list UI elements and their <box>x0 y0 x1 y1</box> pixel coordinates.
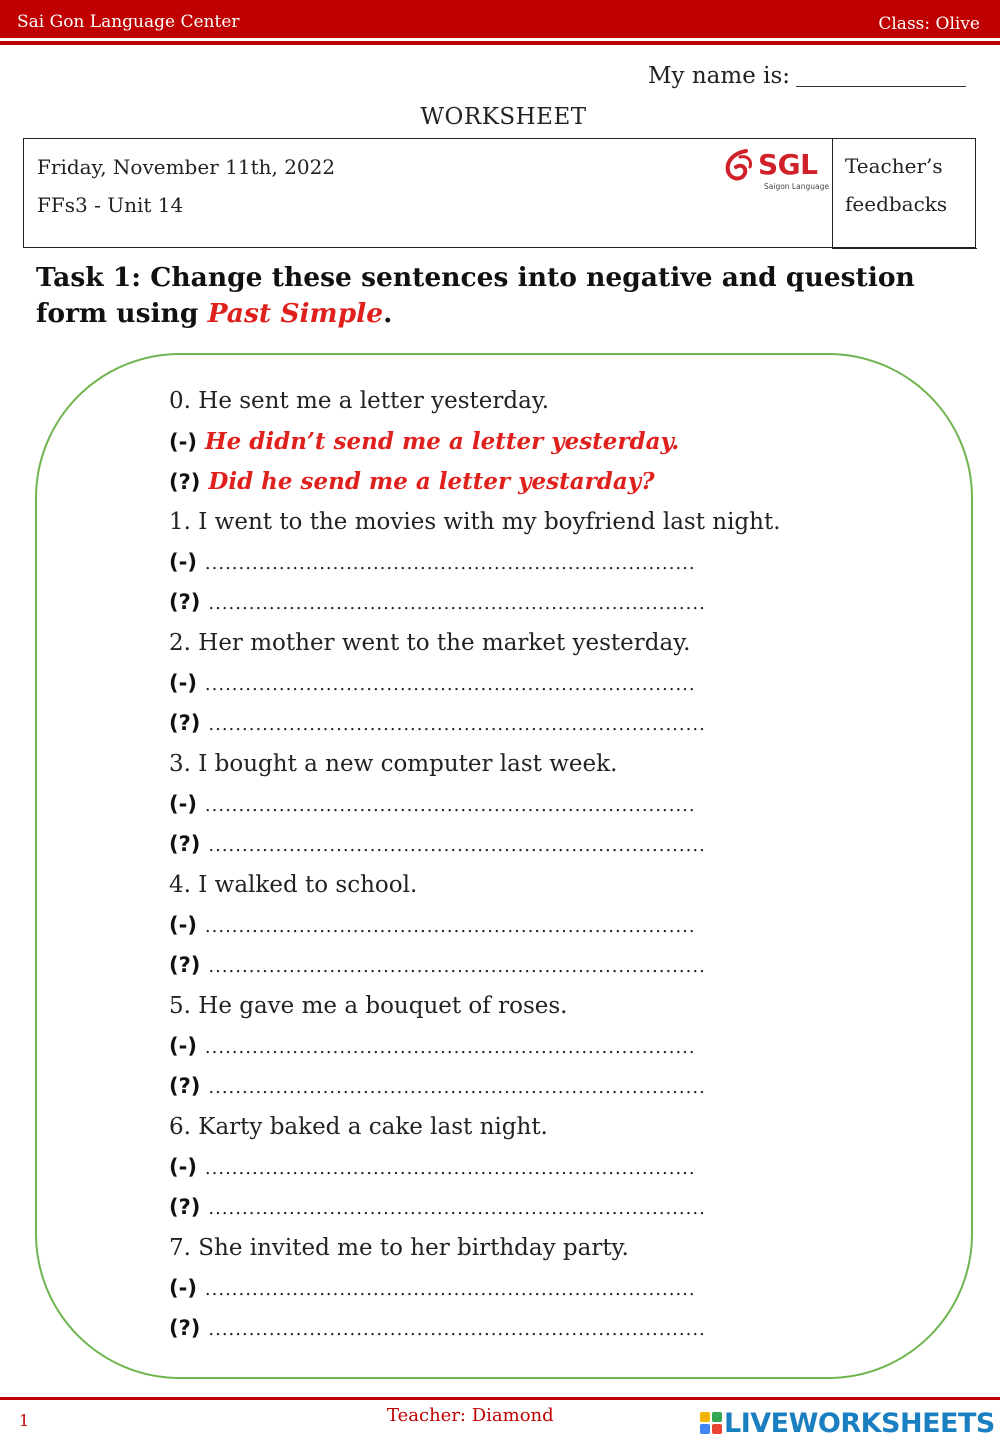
item-negative <box>169 791 696 817</box>
item-negative <box>169 1275 696 1301</box>
feedback-label-2: feedbacks <box>845 191 948 216</box>
item-sentence: 2. Her mother went to the market yesterday. <box>169 630 691 656</box>
item-negative <box>169 1033 696 1059</box>
feedback-cell <box>832 138 977 249</box>
answer-blank[interactable]: .......................................................................... <box>208 1077 706 1098</box>
answer-blank[interactable]: .......................................................................... <box>208 1198 706 1219</box>
answer-blank[interactable]: ......................................................................... <box>204 553 696 574</box>
negative-mark: (-) <box>169 1034 197 1058</box>
item-negative <box>169 1154 696 1180</box>
item-sentence: 7. She invited me to her birthday party. <box>169 1235 629 1261</box>
question-mark: (?) <box>169 470 201 494</box>
page-number: 1 <box>19 1411 30 1430</box>
example-question <box>169 468 655 495</box>
example-negative-answer: He didn’t send me a letter yesterday. <box>204 428 680 455</box>
item-sentence: 4. I walked to school. <box>169 872 418 898</box>
task-instruction <box>36 260 976 332</box>
item-question <box>169 1194 706 1220</box>
item-question <box>169 710 706 736</box>
exercise-frame <box>35 353 973 1379</box>
center-name: Sai Gon Language Center <box>17 12 240 32</box>
unit-text: FFs3 - Unit 14 <box>37 193 184 217</box>
example-sentence: 0. He sent me a letter yesterday. <box>169 388 550 414</box>
item-sentence: 3. I bought a new computer last week. <box>169 751 618 777</box>
item-question <box>169 952 706 978</box>
liveworksheets-watermark <box>700 1408 995 1439</box>
answer-blank[interactable]: ......................................................................... <box>204 1158 696 1179</box>
item-question <box>169 831 706 857</box>
question-mark: (?) <box>169 1316 201 1340</box>
question-mark: (?) <box>169 953 201 977</box>
negative-mark: (-) <box>169 792 197 816</box>
example-negative <box>169 428 679 455</box>
negative-mark: (-) <box>169 1276 197 1300</box>
answer-blank[interactable]: ......................................................................... <box>204 795 696 816</box>
item-negative <box>169 549 696 575</box>
date-text: Friday, November 11th, 2022 <box>37 155 336 179</box>
logo-subtext: Saigon Language <box>764 182 829 191</box>
sgl-logo <box>720 145 830 195</box>
header-band <box>0 0 1000 38</box>
negative-mark: (-) <box>169 1155 197 1179</box>
item-question <box>169 589 706 615</box>
worksheet-title: WORKSHEET <box>420 104 587 130</box>
negative-mark: (-) <box>169 913 197 937</box>
item-sentence: 5. He gave me a bouquet of roses. <box>169 993 568 1019</box>
example-question-answer: Did he send me a letter yestarday? <box>208 468 655 495</box>
answer-blank[interactable]: .......................................................................... <box>208 1319 706 1340</box>
footer-divider <box>0 1397 1000 1400</box>
negative-mark: (-) <box>169 430 197 454</box>
answer-blank[interactable]: ......................................................................... <box>204 1279 696 1300</box>
question-mark: (?) <box>169 590 201 614</box>
answer-blank[interactable]: .......................................................................... <box>208 714 706 735</box>
item-question <box>169 1073 706 1099</box>
question-mark: (?) <box>169 832 201 856</box>
negative-mark: (-) <box>169 671 197 695</box>
answer-blank[interactable]: .......................................................................... <box>208 593 706 614</box>
teacher-name: Teacher: Diamond <box>387 1405 554 1426</box>
name-row <box>648 63 966 89</box>
item-negative <box>169 912 696 938</box>
item-negative <box>169 670 696 696</box>
name-blank[interactable] <box>796 64 966 87</box>
class-label: Class: Olive <box>878 14 980 34</box>
sgl-logo-icon <box>720 147 760 191</box>
negative-mark: (-) <box>169 550 197 574</box>
task-suffix: . <box>383 298 393 329</box>
item-sentence: 6. Karty baked a cake last night. <box>169 1114 548 1140</box>
name-label: My name is: <box>648 63 791 89</box>
item-question <box>169 1315 706 1341</box>
logo-text: SGL <box>758 148 818 181</box>
question-mark: (?) <box>169 711 201 735</box>
answer-blank[interactable]: ......................................................................... <box>204 1037 696 1058</box>
info-box <box>23 138 976 248</box>
answer-blank[interactable]: .......................................................................... <box>208 835 706 856</box>
liveworksheets-icon <box>700 1412 722 1434</box>
item-sentence: 1. I went to the movies with my boyfriend last night. <box>169 509 781 535</box>
task-prefix: Task 1: Change these sentences into negative and question form using <box>36 262 915 329</box>
answer-blank[interactable]: ......................................................................... <box>204 674 696 695</box>
question-mark: (?) <box>169 1195 201 1219</box>
feedback-label-1: Teacher’s <box>845 153 943 178</box>
answer-blank[interactable]: ......................................................................... <box>204 916 696 937</box>
question-mark: (?) <box>169 1074 201 1098</box>
liveworksheets-text: LIVEWORKSHEETS <box>724 1408 995 1439</box>
header-divider <box>0 41 1000 45</box>
task-emphasis: Past Simple <box>207 298 384 329</box>
answer-blank[interactable]: .......................................................................... <box>208 956 706 977</box>
